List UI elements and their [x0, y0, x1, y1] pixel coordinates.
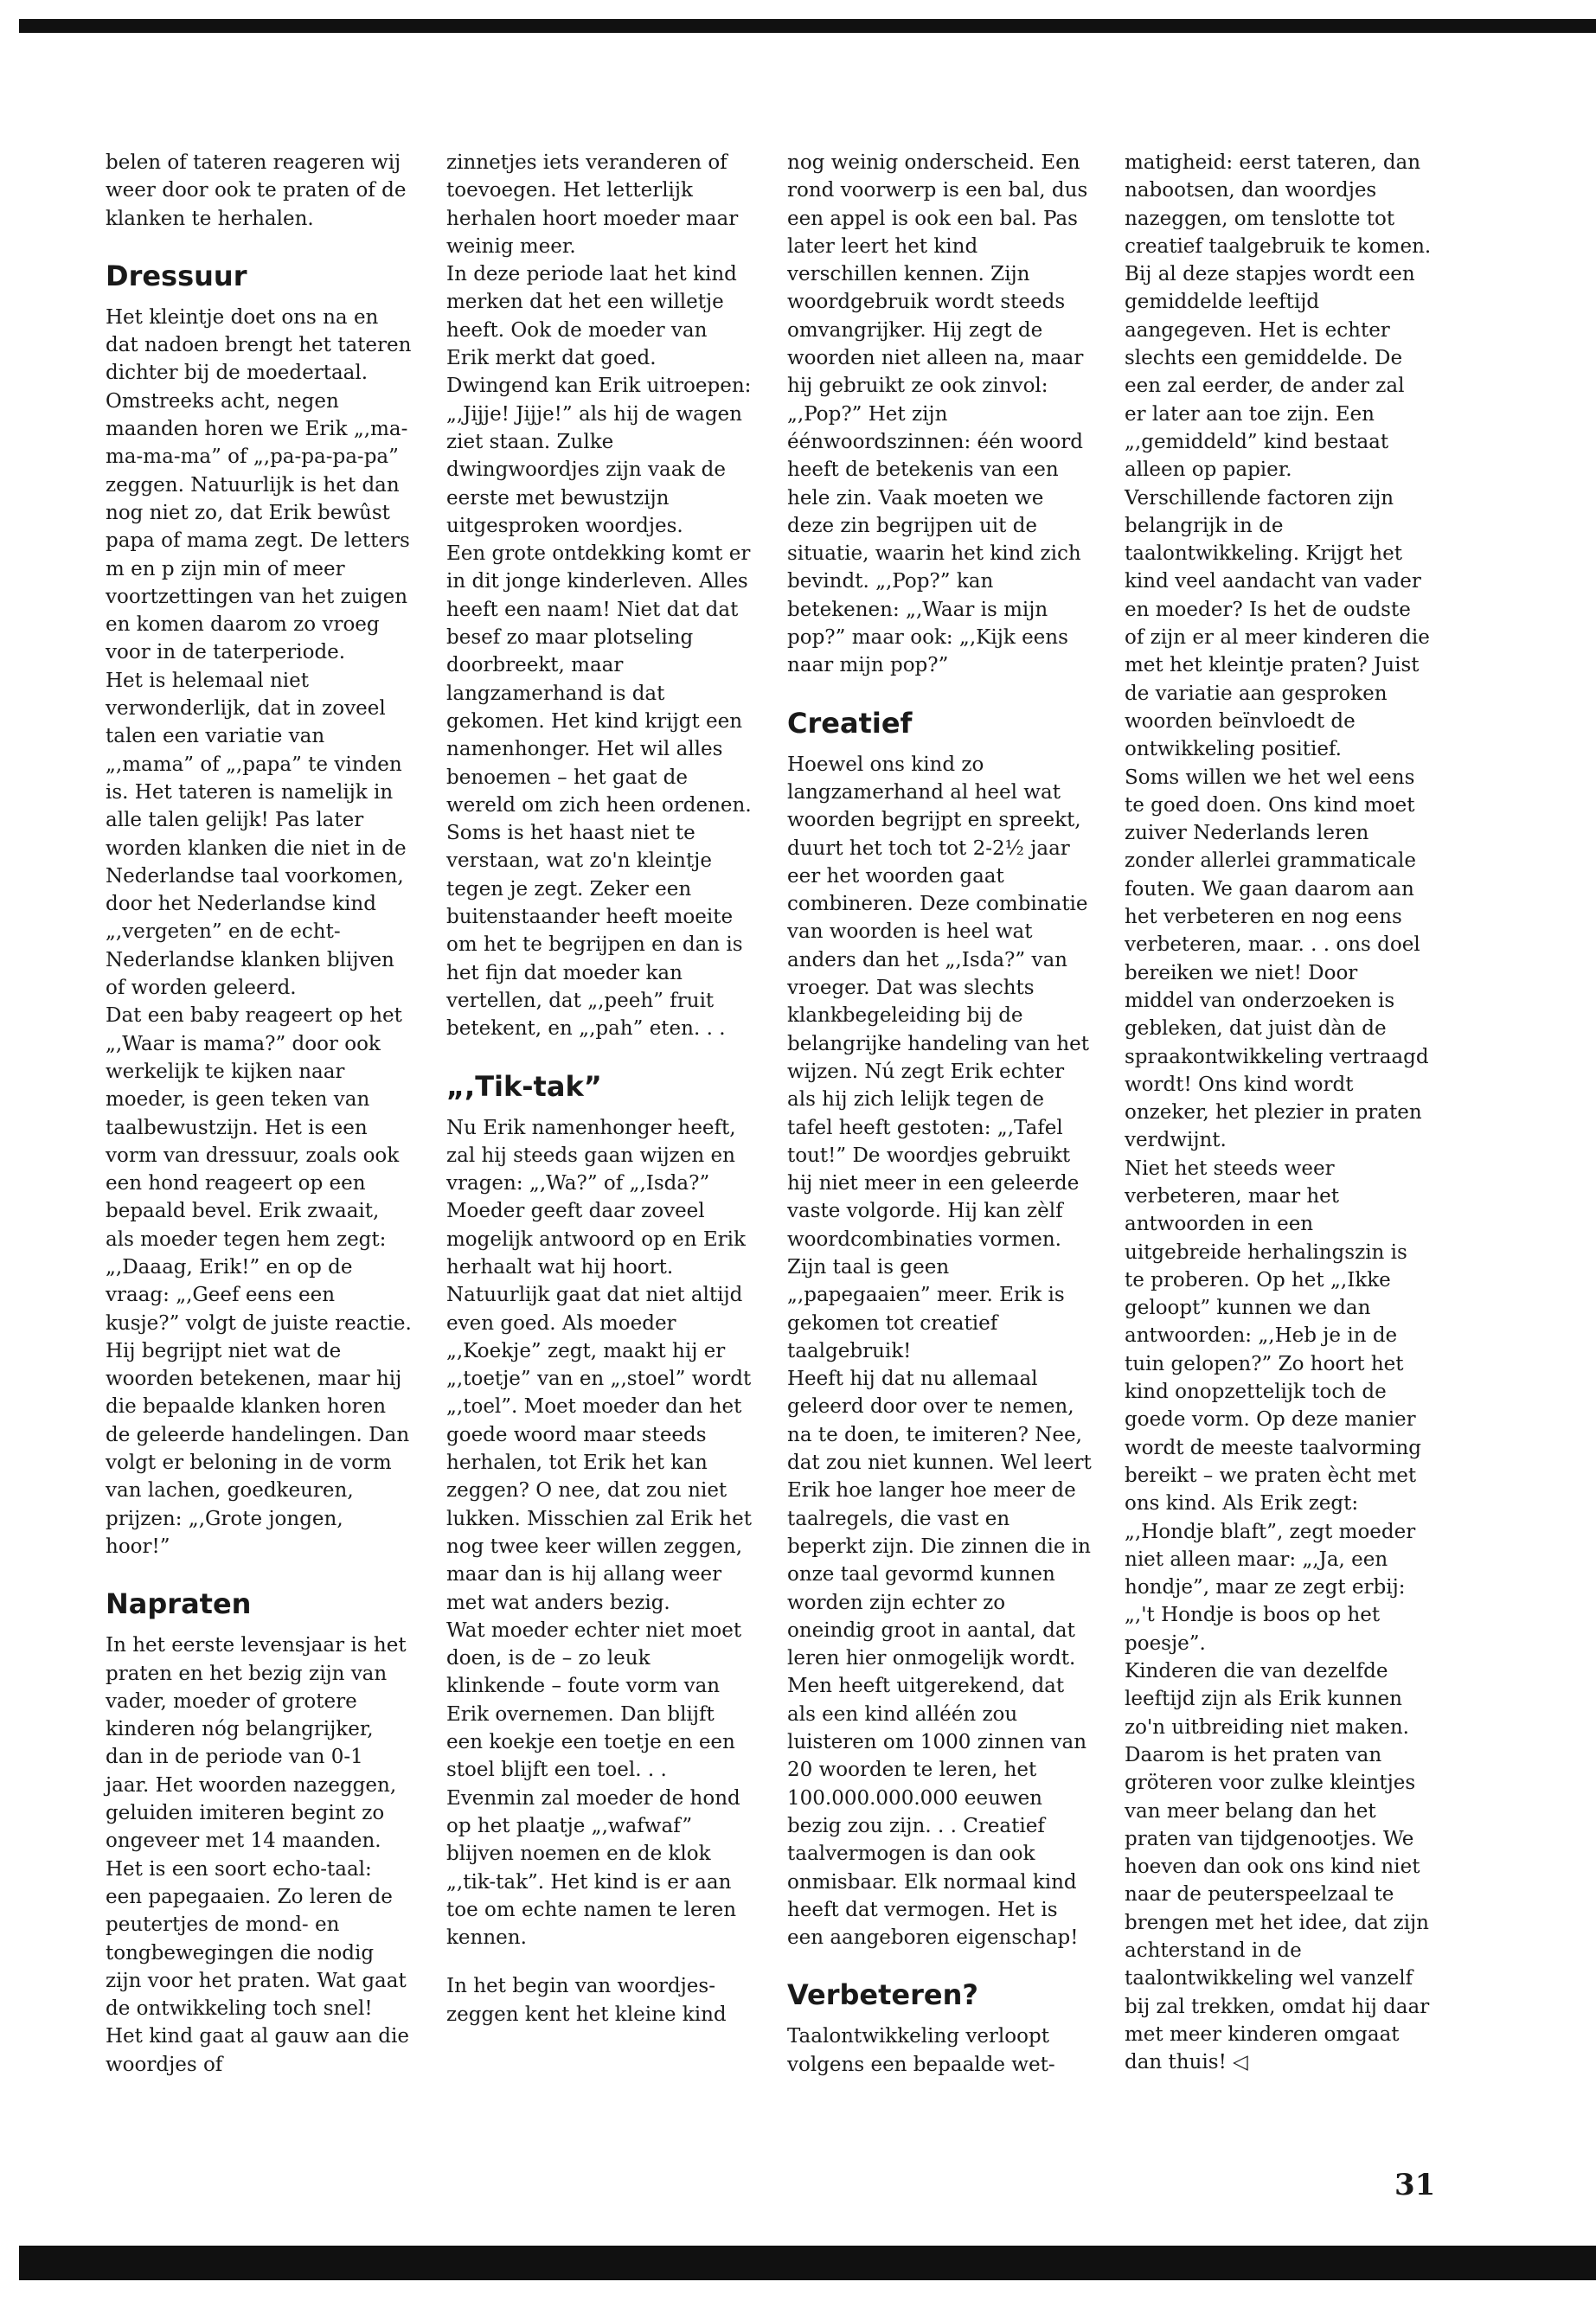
paragraph: Het is helemaal niet verwonderlijk, dat in zoveel talen een variatie van „,mama” of „,papa” te vinden is. Het tateren is namelijk in alle talen gelijk! Pas later worden klanken die niet in de Nederlandse taal voorkomen, door het Nederlandse kind „,vergeten” en de echt-Nederlandse klanken blijven of worden geleerd.	[106, 669, 407, 1000]
paragraph: Een grote ontdekking komt er in dit jonge kinderleven. Alles heeft een naam! Niet dat dat besef zo maar plotseling doorbreekt, maar langzamerhand is dat gekomen. Het kind krijgt een namenhonger. Het wil alles benoemen – het gaat de wereld om zich heen ordenen. Soms is het haast niet te verstaan, wat zo'n kleintje tegen je zegt. Zeker een buitenstaander heeft moeite om het te begrijpen en dan is het fijn dat moeder kan vertellen, dat „,peeh” fruit betekent, en „,pah” eten. . .	[446, 542, 752, 1041]
paragraph: Heeft hij dat nu allemaal geleerd door over te nemen, na te doen, te imiteren? Nee, dat zou niet kunnen. Wel leert Erik hoe langer hoe meer de taalregels, die vast en beperkt zijn. Die zinnen die in onze taal gevormd kunnen worden zijn echter zo oneindig groot in aantal, dat leren hier onmogelijk wordt. Men heeft uitgerekend, dat als een kind alléén zou luisteren om 1000 zinnen van 20 woorden te leren, het 100.000.000.000 eeuwen bezig zou zijn. . . Creatief taalvermogen is dan ook onmisbaar. Elk normaal kind heeft dat vermogen. Het is een aangeboren eigenschap!	[787, 1368, 1092, 1950]
paragraph: Het kleintje doet ons na en dat nadoen brengt het tateren dichter bij de moedertaal. Omstreeks acht, negen maanden horen we Erik „,ma-ma-ma-ma” of „,pa-pa-pa-pa” zeggen. Natuurlijk is het dan nog niet zo, dat Erik bewûst papa of mama zegt. De letters m en p zijn min of meer voortzettingen van het zuigen en komen daarom zo vroeg voor in de taterperiode.	[106, 305, 412, 664]
page-number: 31	[1394, 2168, 1436, 2202]
column-1	[106, 149, 413, 2079]
paragraph: Kinderen die van dezelfde leeftijd zijn als Erik kunnen zo'n uitbreiding niet maken. Daarom is het praten van gröteren voor zulke kleintjes van meer belang dan het praten van tijdgenootjes. We hoeven dan ook ons kind niet naar de peuterspeelzaal te brengen met het idee, dat zijn achterstand in de taalontwikkeling wel vanzelf bij zal trekken, omdat hij daar met meer kinderen omgaat dan thuis! ◁	[1125, 1660, 1430, 2074]
paragraph: matigheid: eerst tateren, dan nabootsen, dan woordjes nazeggen, om tenslotte tot creatief taalgebruik te komen. Bij al deze stapjes wordt een gemiddelde leeftijd aangegeven. Het is echter slechts een gemiddelde. De een zal eerder, de ander zal er later aan toe zijn. Een „,gemiddeld” kind bestaat alleen op papier. Verschillende factoren zijn belangrijk in de taalontwikkeling. Krijgt het kind veel aandacht van vader en moeder? Is het de oudste of zijn er al meer kinderen die met het kleintje praten? Juist de variatie aan gesproken woorden beïnvloedt de ontwikkeling positief.	[1125, 151, 1432, 761]
paragraph: Hoewel ons kind zo langzamerhand al heel wat woorden begrijpt en spreekt, duurt het toch tot 2-2½ jaar eer het woorden gaat combineren. Deze combinatie van woorden is heel wat anders dan het „,Isda?” van vroeger. Dat was slechts klankbegeleiding bij de belangrijke handeling van het wijzen. Nú zegt Erik echter als hij zich lelijk tegen de tafel heeft gestoten: „,Tafel tout!” De woordjes gebruikt hij niet meer in een geleerde vaste volgorde. Hij kan zèlf woordcombinaties vormen. Zijn taal is geen „,papegaaien” meer. Erik is gekomen tot creatief taalgebruik!	[787, 753, 1090, 1362]
paragraph: nog weinig onderscheid. Een rond voorwerp is een bal, dus een appel is ook een bal. Pas later leert het kind verschillen kennen. Zijn woordgebruik wordt steeds omvangrijker. Hij zegt de woorden niet alleen na, maar hij gebruikt ze ook zinvol: „,Pop?” Het zijn éénwoordszinnen: één woord heeft de betekenis van een hele zin. Vaak moeten we deze zin begrijpen uit de situatie, waarin het kind zich bevindt. „,Pop?” kan betekenen: „,Waar is mijn pop?” maar ook: „,Kijk eens naar mijn pop?”	[787, 151, 1088, 677]
paragraph: Nu Erik namenhonger heeft, zal hij steeds gaan wijzen en vragen: „,Wa?” of „,Isda?” Moeder geeft daar zoveel mogelijk antwoord op en Erik herhaalt wat hij hoort. Natuurlijk gaat dat niet altijd even goed. Als moeder „,Koekje” zegt, maakt hij er „,toetje” van en „,stoel” wordt „,toel”. Moet moeder dan het goede woord maar steeds herhalen, tot Erik het kan zeggen? O nee, dat zou niet lukken. Misschien zal Erik het nog twee keer willen zeggen, maar dan is hij allang weer met wat anders bezig.	[446, 1116, 752, 1614]
paragraph: Dat een baby reageert op het „,Waar is mama?” door ook werkelijk te kijken naar moeder, is geen teken van taalbewustzijn. Het is een vorm van dressuur, zoals ook een hond reageert op een bepaald bevel. Erik zwaait, als moeder tegen hem zegt: „,Daaag, Erik!” en op de vraag: „,Geef eens een kusje?” volgt de juiste reactie. Hij begrijpt niet wat de woorden betekenen, maar hij die bepaalde klanken horen de geleerde handelingen. Dan volgt er beloning in de vorm van lachen, goedkeuren, prijzen: „,Grote jongen, hoor!”	[106, 1004, 412, 1558]
heading-verbeteren: Verbeteren?	[787, 1978, 978, 2012]
paragraph: Soms willen we het wel eens te goed doen. Ons kind moet zuiver Nederlands leren zonder allerlei grammaticale fouten. We gaan daarom aan het verbeteren en nog eens verbeteren, maar. . . ons doel bereiken we niet! Door middel van onderzoeken is gebleken, dat juist dàn de spraakontwikkeling vertraagd wordt! Ons kind wordt onzeker, het plezier in praten verdwijnt.	[1125, 766, 1429, 1152]
heading-tik-tak: „,Tik-tak”	[446, 1069, 602, 1103]
paragraph: In het eerste levensjaar is het praten en het bezig zijn van vader, moeder of grotere kinderen nóg belangrijker, dan in de periode van 0-1 jaar. Het woorden nazeggen, geluiden imiteren begint zo ongeveer met 14 maanden. Het is een soort echo-taal: een papegaaien. Zo leren de peutertjes de mond- en tongbewegingen die nodig zijn voor het praten. Wat gaat de ontwikkeling toch snel! Het kind gaat al gauw aan die woordjes of	[106, 1634, 409, 2076]
paragraph: Taalontwikkeling verloopt volgens een bepaalde wet-	[787, 2025, 1055, 2076]
paragraph: In deze periode laat het kind merken dat het een willetje heeft. Ook de moeder van Erik merkt dat goed. Dwingend kan Erik uitroepen: „,Jijje! Jijje!” als hij de wagen ziet staan. Zulke dwingwoordjes zijn vaak de eerste met bewustzijn uitgesproken woordjes.	[446, 263, 752, 537]
heading-napraten: Napraten	[106, 1587, 252, 1621]
paragraph-gap	[446, 1952, 753, 1972]
paragraph: Wat moeder echter niet moet doen, is de – zo leuk klinkende – foute vorm van Erik overnemen. Dan blijft een koekje een toetje en een stoel blijft een toel. . . Evenmin zal moeder de hond op het plaatje „,wafwaf” blijven noemen en de klok „,tik-tak”. Het kind is er aan toe om echte namen te leren kennen.	[446, 1618, 742, 1950]
column-3	[787, 149, 1094, 2079]
paragraph: Niet het steeds weer verbeteren, maar het antwoorden in een uitgebreide herhalingszin is te proberen. Op het „,Ikke geloopt” kunnen we dan antwoorden: „,Heb je in de tuin gelopen?” Zo hoort het kind onopzettelijk toch de goede vorm. Op deze manier wordt de meeste taalvorming bereikt – we praten ècht met ons kind. Als Erik zegt: „,Hondje blaft”, zegt moeder niet alleen maar: „,Ja, een hondje”, maar ze zegt erbij: „,'t Hondje is boos op het poesje”.	[1125, 1157, 1422, 1655]
heading-creatief: Creatief	[787, 706, 913, 740]
paragraph: belen of tateren reageren wij weer door ook te praten of de klanken te herhalen.	[106, 151, 407, 230]
paragraph: zinnetjes iets veranderen of toevoegen. Het letterlijk herhalen hoort moeder maar weinig meer.	[446, 151, 739, 258]
top-border-bar	[19, 19, 1596, 33]
heading-dressuur: Dressuur	[106, 259, 247, 292]
column-2	[446, 149, 753, 2029]
paragraph: In het begin van woordjes-zeggen kent het kleine kind	[446, 1975, 727, 2026]
column-4	[1125, 149, 1432, 2076]
bottom-border-bar	[19, 2246, 1596, 2280]
